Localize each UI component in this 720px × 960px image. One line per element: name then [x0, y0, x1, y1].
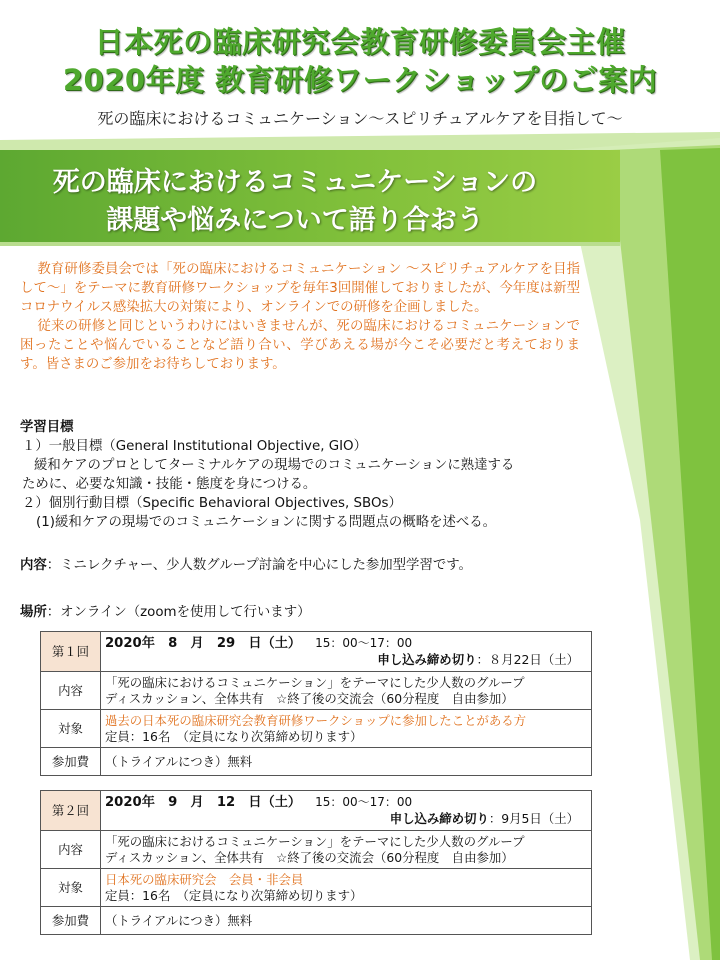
learning-goals [20, 418, 620, 532]
target-cell [101, 869, 592, 907]
session-time: 15：00～17：00 [315, 636, 413, 650]
session-date: 2020年 8 月 29 日（土） [105, 636, 302, 651]
target-text-1: 過去の日本死の臨床研究会教育研修ワークショップに参加したことがある方 [105, 712, 527, 728]
fee-text: （トライアルにつき）無料 [101, 907, 592, 935]
content-row-label: 内容 [41, 672, 101, 710]
main-title-line1: 日本死の臨床研究会教育研修委員会主催 [94, 25, 626, 59]
gio-label: １）一般目標（General Institutional Objective, GIO） [22, 439, 367, 454]
subtitle: 死の臨床におけるコミュニケーション～スピリチュアルケアを目指して～ [97, 109, 623, 128]
content-line [20, 554, 472, 573]
deadline-label: 申し込み締め切り [377, 652, 477, 667]
fee-row-label: 参加費 [41, 748, 101, 776]
session-date: 2020年 9 月 12 日（土） [105, 795, 302, 810]
target-text-2: 定員：16名 （定員になり次第締め切ります） [105, 887, 363, 903]
place-label: 場所 [20, 605, 47, 620]
intro-paragraph-2: 従来の研修と同じというわけにはいきませんが、死の臨床におけるコミュニケーションで困ったことや悩んでいることなど語り合い、学びあえる場が今こそ必要だと考えております。皆さまのご参加をお待ちしております。 [20, 319, 580, 372]
content-text-2: ディスカッション、全体共有 ☆終了後の交流会（60分程度 自由参加） [105, 690, 514, 706]
sbo-label: ２）個別行動目標（Specific Behavioral Objectives, SBOs） [22, 496, 402, 511]
target-cell [101, 710, 592, 748]
intro-paragraph-1: 教育研修委員会では「死の臨床におけるコミュニケーション ～スピリチュアルケアを目指して～」をテーマに教育研修ワークショップを毎年3回開催しておりましたが、今年度は新型コロナウイルス感染拡大の対策により、オンラインでの研修を企画しました。 [20, 262, 580, 315]
banner-line2: 課題や悩みについて語り合おう [106, 205, 484, 236]
content-cell [101, 672, 592, 710]
session-2-table [40, 790, 592, 935]
deadline [105, 811, 587, 827]
session-number: 第１回 [41, 632, 101, 672]
session-1-table [40, 631, 592, 776]
gio-text-2: ために、必要な知識・技能・態度を身につける。 [22, 477, 317, 492]
session-number: 第２回 [41, 791, 101, 831]
fee-row-label: 参加費 [41, 907, 101, 935]
place-text: ：オンライン（zoomを使用して行います） [46, 605, 311, 620]
session-time: 15：00～17：00 [315, 795, 413, 809]
content-row-label: 内容 [41, 831, 101, 869]
content-text-2: ディスカッション、全体共有 ☆終了後の交流会（60分程度 自由参加） [105, 849, 514, 865]
content-text: ：ミニレクチャー、少人数グループ討論を中心にした参加型学習です。 [46, 558, 472, 573]
place-line [20, 601, 310, 620]
gio-text-1: 緩和ケアのプロとしてターミナルケアの現場でのコミュニケーションに熟達する [34, 458, 515, 473]
target-row-label: 対象 [41, 869, 101, 907]
content-label: 内容 [20, 558, 47, 573]
intro-text [20, 260, 580, 374]
deadline-label: 申し込み締め切り [389, 811, 489, 826]
target-text-1: 日本死の臨床研究会 会員・非会員 [105, 871, 304, 887]
sbo-text: (1)緩和ケアの現場でのコミュニケーションに関する問題点の概略を述べる。 [36, 515, 497, 530]
target-row-label: 対象 [41, 710, 101, 748]
content-text-1: 「死の臨床におけるコミュニケーション」をテーマにした少人数のグループ [105, 833, 525, 849]
session-date-cell [101, 632, 592, 672]
deadline [105, 652, 587, 668]
target-text-2: 定員：16名 （定員になり次第締め切ります） [105, 728, 363, 744]
session-date-cell [101, 791, 592, 831]
deadline-date: ：８月22日（土） [476, 652, 579, 667]
goals-heading: 学習目標 [20, 420, 74, 435]
fee-text: （トライアルにつき）無料 [101, 748, 592, 776]
deadline-date: ：9月5日（土） [488, 811, 579, 826]
content-text-1: 「死の臨床におけるコミュニケーション」をテーマにした少人数のグループ [105, 674, 525, 690]
main-title-line2: 2020年度 教育研修ワークショップのご案内 [62, 63, 658, 97]
banner-line1: 死の臨床におけるコミュニケーションの [52, 167, 538, 198]
content-cell [101, 831, 592, 869]
